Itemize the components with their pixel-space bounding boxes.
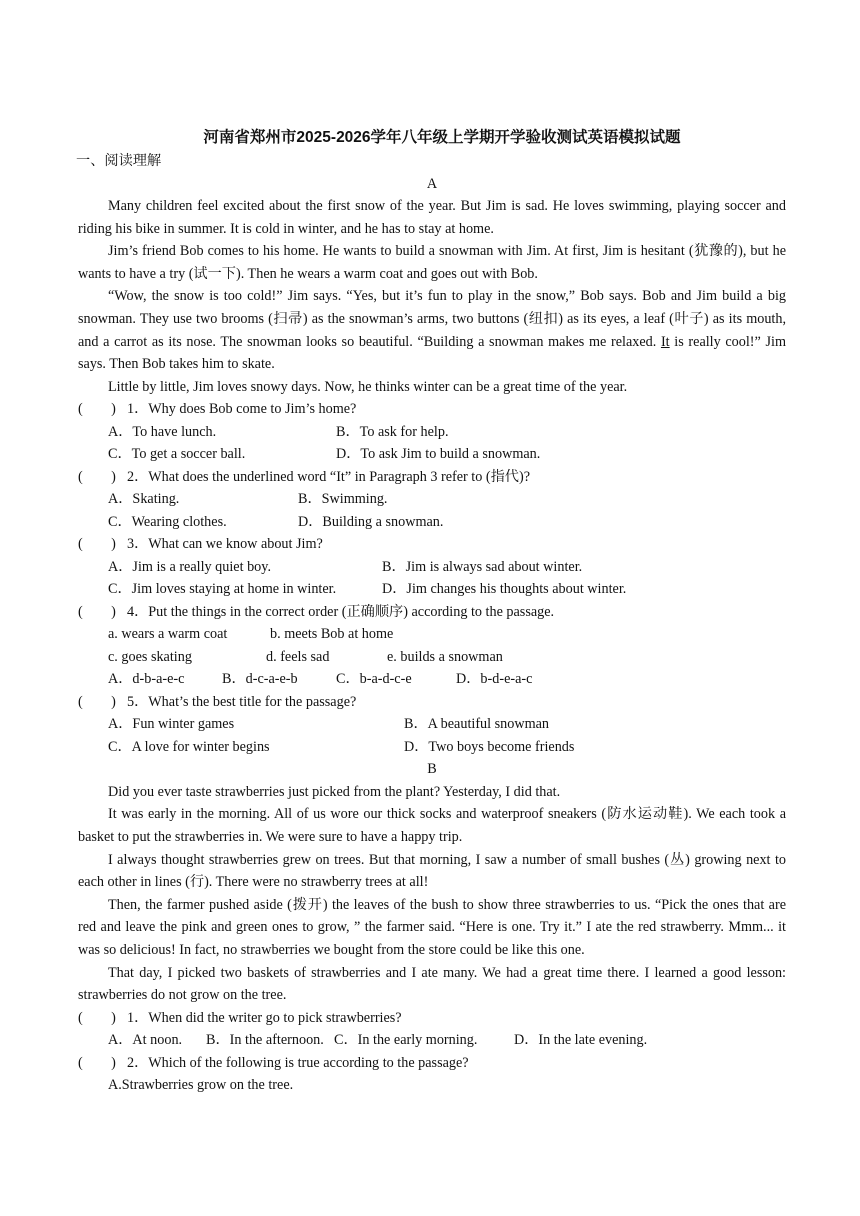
question-a1 xyxy=(78,398,786,421)
option-row xyxy=(78,443,786,466)
option-row xyxy=(78,1029,786,1052)
question-a5 xyxy=(78,691,786,714)
event-item: d. feels sad xyxy=(266,648,330,665)
question-a2 xyxy=(78,466,786,489)
option-c: C．Wearing clothes. xyxy=(108,513,227,530)
option-c: C．In the early morning. xyxy=(334,1032,478,1049)
option-row xyxy=(78,556,786,579)
passage-a-paragraph-2: Jim’s friend Bob comes to his home. He wants to build a snowman with Jim. At first, Jim is hesitant (犹豫的), but he wants to have a try (试一下). Then he wears a warm coat and goes out with Bob. xyxy=(78,243,786,282)
passage-b-paragraph-5: That day, I picked two baskets of strawberries and I ate many. We had a great time there. I learned a good lesson: strawberries do not grow on the tree. xyxy=(78,964,786,1004)
passage-b-paragraph-4: Then, the farmer pushed aside (拨开) the leaves of the bush to show three strawberries to us. “Pick the ones that are red and leave the pink and green ones to grow, ” the farmer said. “Here is one. Try it.” I ate the red strawberry. Mmm... it was so delicious! In fact, no strawberries we bought from the store could be like this one. xyxy=(78,896,786,958)
answer-blank[interactable]: ( ) xyxy=(78,1054,116,1071)
passage-a-paragraph-3 xyxy=(78,285,786,375)
exam-title: 河南省郑州市2025-2026学年八年级上学期开学验收测试英语模拟试题 xyxy=(203,129,681,146)
option-b: B．To ask for help. xyxy=(336,423,449,440)
question-stem: 1．Why does Bob come to Jim’s home? xyxy=(127,401,357,418)
answer-blank[interactable]: ( ) xyxy=(78,1009,116,1026)
section-heading: 一、阅读理解 xyxy=(76,153,162,169)
passage-b-paragraph-3: I always thought strawberries grew on trees. But that morning, I saw a number of small bushes (丛) growing next to each other in lines (行). There were no strawberry trees at all! xyxy=(78,851,786,891)
event-row xyxy=(78,623,786,646)
option-a: A．Skating. xyxy=(108,491,180,508)
option-c: C．To get a soccer ball. xyxy=(108,446,246,463)
question-stem: 5．What’s the best title for the passage? xyxy=(127,693,357,710)
option-b: B．Swimming. xyxy=(298,491,388,508)
option-d: D．In the late evening. xyxy=(514,1032,648,1049)
option-d: D．To ask Jim to build a snowman. xyxy=(336,446,541,463)
option-d: D．b-d-e-a-c xyxy=(456,671,533,688)
option-a: A．At noon. xyxy=(108,1032,183,1049)
question-stem: 2．Which of the following is true according to the passage? xyxy=(127,1054,469,1071)
passage-b-paragraph-2: It was early in the morning. All of us wore our thick socks and waterproof sneakers (防水运动鞋). We each took a basket to put the strawberries in. We were sure to have a happy trip. xyxy=(78,806,786,846)
passage-a-label: A xyxy=(426,175,438,192)
underlined-word: It xyxy=(660,333,670,350)
answer-blank[interactable]: ( ) xyxy=(78,536,116,553)
option-row xyxy=(78,1074,786,1097)
option-c: C．A love for winter begins xyxy=(108,738,270,755)
option-a: A．To have lunch. xyxy=(108,423,217,440)
passage-b-label: B xyxy=(427,761,437,778)
question-stem: 4．Put the things in the correct order (正确顺序) according to the passage. xyxy=(127,603,555,620)
question-b2 xyxy=(78,1052,786,1075)
option-d: D．Jim changes his thoughts about winter. xyxy=(382,581,627,598)
event-item: c. goes skating xyxy=(108,648,192,665)
option-d: D．Building a snowman. xyxy=(298,513,444,530)
option-a: A．Fun winter games xyxy=(108,716,235,733)
paragraph-text: “Wow, the snow is too cold!” Jim says. “Yes, but it’s fun to play in the snow,” Bob says. Bob and Jim build a big snowman. They use two brooms (扫帚) as the snowman’s arms, two buttons (纽扣) as its eyes, a leaf (叶子) as its mouth, and a carrot as its nose. The snowman looks so beautiful. “Building a snowman makes me relaxed. xyxy=(78,288,786,350)
option-a: A．Jim is a really quiet boy. xyxy=(108,558,271,575)
option-a: A.Strawberries grow on the tree. xyxy=(108,1077,294,1094)
event-item: b. meets Bob at home xyxy=(270,626,394,643)
passage-b-paragraph-1: Did you ever taste strawberries just picked from the plant? Yesterday, I did that. xyxy=(108,783,561,800)
option-c: C．Jim loves staying at home in winter. xyxy=(108,581,337,598)
question-stem: 3．What can we know about Jim? xyxy=(127,536,323,553)
option-b: B．A beautiful snowman xyxy=(404,716,550,733)
question-stem: 2．What does the underlined word “It” in Paragraph 3 refer to (指代)? xyxy=(127,468,531,485)
answer-blank[interactable]: ( ) xyxy=(78,693,116,710)
event-item: a. wears a warm coat xyxy=(108,626,228,643)
option-row xyxy=(78,578,786,601)
option-b: B．Jim is always sad about winter. xyxy=(382,558,583,575)
event-item: e. builds a snowman xyxy=(387,648,503,665)
exam-page xyxy=(78,126,786,1097)
option-row xyxy=(78,488,786,511)
option-c: C．b-a-d-c-e xyxy=(336,671,412,688)
answer-blank[interactable]: ( ) xyxy=(78,468,116,485)
option-row xyxy=(78,713,786,736)
passage-a-paragraph-1: Many children feel excited about the first snow of the year. But Jim is sad. He loves swimming, playing soccer and riding his bike in summer. It is cold in winter, and he has to stay at home. xyxy=(78,198,786,237)
event-row xyxy=(78,646,786,669)
option-d: D．Two boys become friends xyxy=(404,738,575,755)
option-row xyxy=(78,421,786,444)
answer-blank[interactable]: ( ) xyxy=(78,401,116,418)
option-row xyxy=(78,668,786,691)
question-a4 xyxy=(78,601,786,624)
question-b1 xyxy=(78,1007,786,1030)
answer-blank[interactable]: ( ) xyxy=(78,603,116,620)
question-a3 xyxy=(78,533,786,556)
paragraph-text: is really cool!” Jim says. Then Bob takes him to skate. xyxy=(78,333,786,373)
question-stem: 1．When did the writer go to pick strawberries? xyxy=(127,1009,402,1026)
option-row xyxy=(78,736,786,759)
option-b: B．d-c-a-e-b xyxy=(222,671,298,688)
option-b: B．In the afternoon. xyxy=(206,1032,324,1049)
option-row xyxy=(78,511,786,534)
passage-a-paragraph-4: Little by little, Jim loves snowy days. Now, he thinks winter can be a great time of the year. xyxy=(108,378,628,395)
option-a: A．d-b-a-e-c xyxy=(108,671,185,688)
